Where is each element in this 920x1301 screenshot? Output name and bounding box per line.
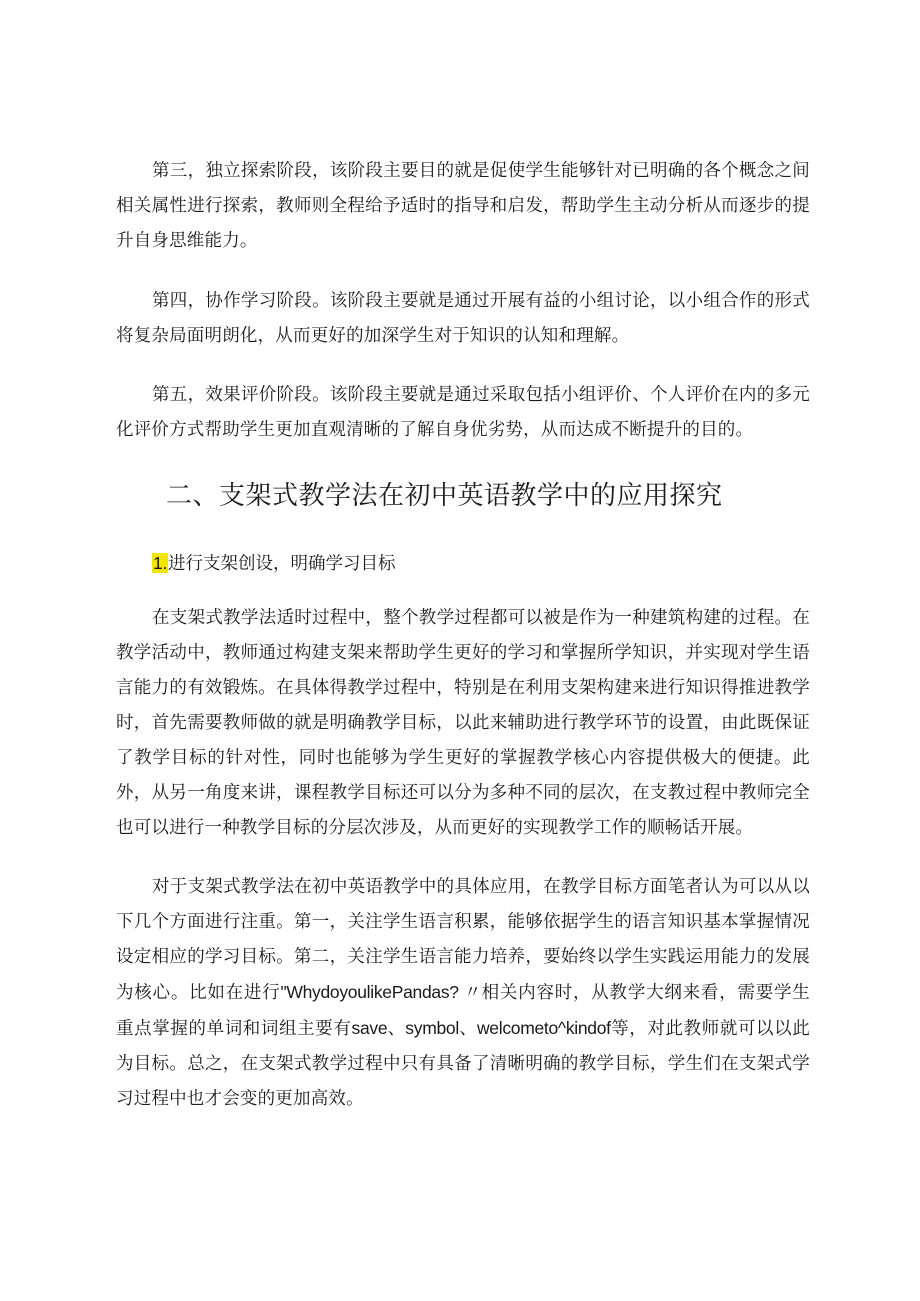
paragraph-application-part1: 对于支架式教学法在初中英语教学中的具体应用，在教学目标方面笔者认为可以从以下几个方面进行注重。第一，关注学生语言积累，能够依据学生的语言知识基本掌握情况设定相应的学习目标。第二，关注学生语言能力培养，要始终以学生实践运用能力的发展为核心。比如在进行 (116, 877, 810, 1003)
section-heading: 二、支架式教学法在初中英语教学中的应用探究 (166, 481, 723, 511)
paragraph-teaching-goals: 在支架式教学法适时过程中，整个教学过程都可以被是作为一种建筑构建的过程。在教学活动中，教师通过构建支架来帮助学生更好的学习和掌握所学知识，并实现对学生语言能力的有效锻炼。在具体得教学过程中，特别是在利用支架构建来进行知识得推进教学时，首先需要教师做的就是明确教学目标，以此来辅助进行教学环节的设置，由此既保证了教学目标的针对性，同时也能够为学生更好的掌握教学核心内容提供极大的便捷。此外，从另一角度来讲，课程教学目标还可以分为多种不同的层次，在支教过程中教师完全也可以进行一种教学目标的分层次涉及，从而更好的实现教学工作的顺畅话开展。 (116, 608, 810, 838)
subsection-heading (152, 548, 396, 579)
paragraph-application-part3: 等，对此教师就可以以此为目标。总之，在支架式教学过程中只有具备了清晰明确的教学目标，学生们在支架式学习过程中也才会变的更加高效。 (116, 1019, 810, 1109)
vocabulary-words: save、symbol、welcometo^kindof (351, 1018, 611, 1038)
quoted-lesson-title: "WhydoyoulikePandas? 〃 (280, 982, 482, 1002)
paragraph-application (116, 870, 810, 1117)
paragraph-stage-five: 第五，效果评价阶段。该阶段主要就是通过采取包括小组评价、个人评价在内的多元化评价方式帮助学生更加直观清晰的了解自身优劣势，从而达成不断提升的目的。 (116, 385, 810, 440)
subsection-number: 1. (153, 553, 167, 573)
subsection-title: 进行支架创设，明确学习目标 (168, 554, 396, 574)
paragraph-stage-three: 第三，独立探索阶段，该阶段主要目的就是促使学生能够针对已明确的各个概念之间相关属性进行探索，教师则全程给予适时的指导和启发，帮助学生主动分析从而逐步的提升自身思维能力。 (116, 161, 810, 251)
paragraph-stage-four: 第四，协作学习阶段。该阶段主要就是通过开展有益的小组讨论，以小组合作的形式将复杂局面明朗化，从而更好的加深学生对于知识的认知和理解。 (116, 291, 810, 346)
paragraph-application-part2: 相关内容时，从教学大纲来看，需要学生重点掌握的单词和词组主要有 (116, 983, 810, 1039)
